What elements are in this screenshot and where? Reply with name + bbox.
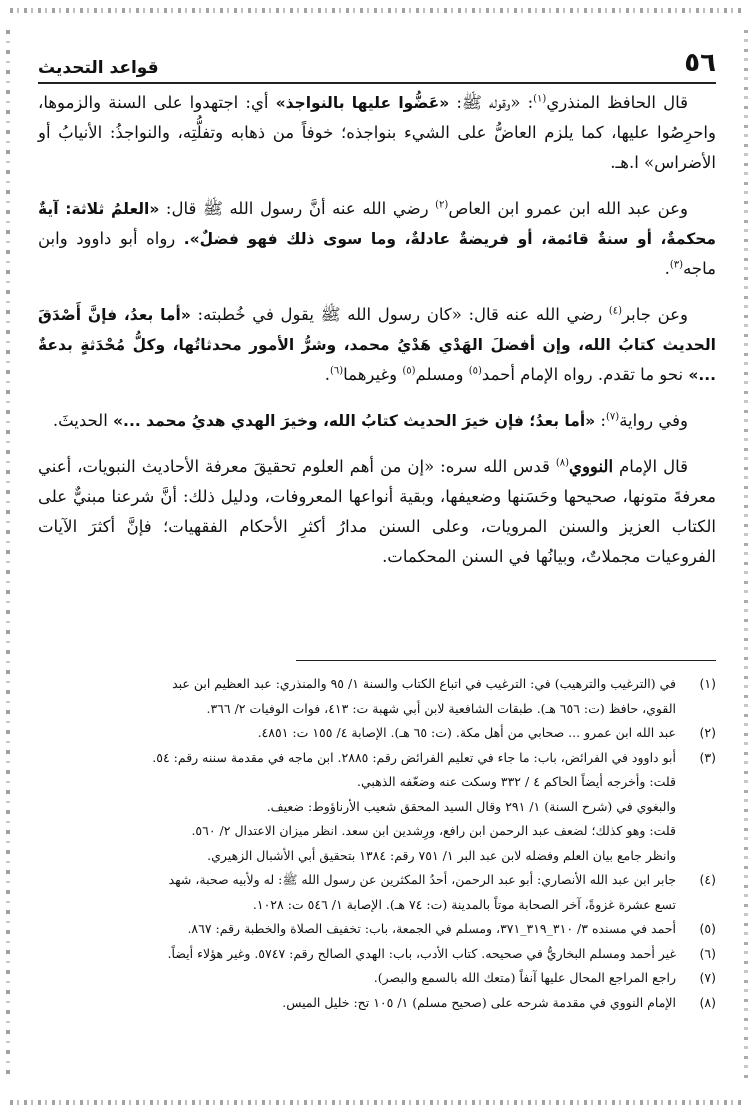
p3-text-e: وغيرهما bbox=[343, 365, 403, 384]
footnote-2 bbox=[38, 721, 716, 746]
p5-text-b: قدس الله سره: «إن من أهم العلوم تحقيقَ معرفة الأحاديث النبويات، أعني معرفةَ متونها، صحيحها وحَسَنها وضعيفها، وبقية أنواعها المعروفات، ودليل ذلك: أنَّ شرعنا مبنيٌّ على الكتاب العزيز والسنن المرويات، وعلى السنن مدارُ أكثرِ الأحكام الفقهيات؛ فإنَّ أكثرَ الآيات الفروعيات مجملاتٌ، وبيانُها في السنن المحكمات. bbox=[38, 457, 716, 566]
running-title: قواعد التحديث bbox=[38, 58, 159, 78]
footnote-ref-2: (٢) bbox=[435, 199, 449, 211]
scan-edge-top bbox=[10, 8, 744, 13]
footnote-ref-1: (١) bbox=[533, 93, 547, 105]
paragraph-2 bbox=[38, 194, 716, 284]
footnote-line: تسع عشرة غزوةً، آخر الصحابة موتاً بالمدينة (ت: ٧٤ هـ). الإصابة ١/ ٥٤٦ ت: ١٠٢٨. bbox=[252, 896, 676, 912]
paragraph-1 bbox=[38, 88, 716, 178]
footnote-line: والبغوي في (شرح السنة) ١/ ٢٩١ وقال السيد المحقق شعيب الأرناؤوط: ضعيف. bbox=[266, 798, 676, 814]
footnote-line: الإمام النووي في مقدمة شرحه على (صحيح مسلم) ١/ ١٠٥ تح: خليل الميس. bbox=[282, 994, 676, 1010]
page-number: ٥٦ bbox=[684, 48, 716, 78]
p4-text-c: الحديثَ. bbox=[52, 411, 114, 430]
scan-edge-left bbox=[6, 30, 10, 1081]
footnote-line: أحمد في مسنده ٣/ ٣١٠_٣١٩_٣٧١، ومسلم في الجمعة، باب: تخفيف الصلاة والخطبة رقم: ٨٦٧. bbox=[187, 921, 676, 936]
footnote-number: (٦) bbox=[699, 945, 716, 961]
footnote-3 bbox=[38, 746, 716, 869]
main-text bbox=[38, 88, 716, 588]
footnote-line: قلت: وأخرجه أيضاً الحاكم ٤ / ٣٣٢ وسكت عنه وضعّفه الذهبي. bbox=[357, 774, 676, 789]
footnote-divider bbox=[296, 660, 716, 661]
p3-text-f: . bbox=[324, 365, 330, 384]
footnote-number: (٢) bbox=[699, 725, 716, 740]
footnote-number: (١) bbox=[699, 676, 716, 691]
footnote-line: راجع المراجع المحال عليها آنفاً (متعك الله بالسمع والبصر). bbox=[373, 970, 676, 985]
p4-text-b: : bbox=[595, 411, 606, 430]
p1-text-b: : «وقوله ﷺ: bbox=[449, 93, 534, 112]
scan-edge-right bbox=[744, 30, 748, 1081]
footnote-8 bbox=[38, 991, 716, 1016]
footnote-1 bbox=[38, 672, 716, 721]
page-header bbox=[38, 44, 716, 84]
p3-text-c: نحو ما تقدم. رواه الإمام أحمد bbox=[481, 365, 689, 384]
p3-text-d: ومسلم bbox=[415, 365, 469, 384]
footnote-ref-8: (٨) bbox=[555, 457, 570, 469]
footnote-number: (٣) bbox=[699, 749, 716, 765]
footnote-6 bbox=[38, 942, 716, 967]
footnote-ref-3: (٣) bbox=[669, 259, 684, 271]
p5-text-a: قال الإمام bbox=[613, 457, 688, 476]
p1-text-a: قال الحافظ المنذري bbox=[546, 93, 688, 112]
footnote-line: جابر ابن عبد الله الأنصاري: أبو عبد الرحمن، أحدُ المكثرين عن رسول الله ﷺ: له ولأبيه صحبة، شهد bbox=[168, 872, 676, 887]
footnote-5 bbox=[38, 917, 716, 942]
p2-hadith: «العلمُ ثلاثة: آيةٌ محكمةٌ، أو سنةٌ قائمة، أو فريضةٌ عادلةٌ، وما سوى ذلك فهو فضلٌ». bbox=[38, 200, 717, 248]
p1-hadith: «عَضُّوا عليها بالنواجذ» bbox=[275, 94, 450, 112]
p1-text-c: أي: اجتهدوا على السنة والزموها، واحرِصُوا عليها، كما يلزم العاضُّ على الشيء بنواجذه؛ خوفاً من ذهابه وتفلُّتِه، والنواجذُ: الأنيابُ أو الأضراس» ا.هـ. bbox=[38, 93, 716, 172]
p4-hadith: «أما بعدُ؛ فإن خيرَ الحديث كتابُ الله، وخيرَ الهدي هديُ محمد ...» bbox=[113, 412, 596, 430]
footnote-ref-7: (٧) bbox=[606, 411, 620, 423]
paragraph-3 bbox=[38, 300, 716, 390]
footnote-number: (٧) bbox=[699, 970, 716, 985]
scan-edge-bottom bbox=[10, 1100, 744, 1105]
footnote-4 bbox=[38, 868, 716, 917]
p4-text-a: وفي رواية bbox=[619, 411, 688, 430]
p2-text-b: رضي الله عنه أنَّ رسول الله ﷺ قال: bbox=[159, 199, 436, 218]
p2-text-a: وعن عبد الله ابن عمرو ابن العاص bbox=[448, 199, 688, 218]
footnote-ref-6: (٦) bbox=[329, 365, 344, 377]
footnote-line: قلت: وهو كذلك؛ لضعف عبد الرحمن ابن رافع، ورِشدين ابن سعد. انظر ميزان الاعتدال ٢/ ٥٦٠. bbox=[191, 823, 676, 838]
footnote-line: غير أحمد ومسلم البخاريُّ في صحيحه. كتاب الأدب، باب: الهدي الصالح رقم: ٥٧٤٧. وغير هؤلاء أيضاً. bbox=[167, 945, 676, 961]
p5-name: النووي bbox=[569, 457, 614, 476]
footnote-line: القوي، حافظ (ت: ٦٥٦ هـ). طبقات الشافعية لابن أبي شهبة ت: ٤١٣، فوات الوفيات ٢/ ٣٦٦. bbox=[206, 700, 676, 716]
paragraph-4 bbox=[38, 406, 716, 436]
footnote-line: في (الترغيب والترهيب) في: الترغيب في اتباع الكتاب والسنة ١/ ٩٥ والمنذري: عبد العظيم ابن عبد bbox=[172, 676, 676, 691]
footnote-ref-4: (٤) bbox=[608, 305, 623, 317]
footnote-7 bbox=[38, 966, 716, 991]
p2-text-c: رواه أبو داوود وابن ماجه bbox=[38, 229, 716, 278]
p3-text-a: وعن جابر bbox=[622, 305, 688, 324]
footnote-number: (٨) bbox=[699, 994, 716, 1010]
p3-text-b: رضي الله عنه قال: «كان رسول الله ﷺ يقول في خُطبته: bbox=[190, 305, 609, 324]
p2-text-d: . bbox=[664, 259, 670, 278]
footnotes-section bbox=[38, 672, 716, 1015]
paragraph-5 bbox=[38, 452, 716, 572]
footnote-ref-5b: (٥) bbox=[402, 365, 416, 377]
footnote-number: (٥) bbox=[699, 921, 716, 936]
footnote-line: أبو داوود في الفرائض، باب: ما جاء في تعليم الفرائض رقم: ٢٨٨٥. ابن ماجه في مقدمة سننه رقم: ٥٤. bbox=[152, 749, 676, 765]
footnote-line: وانظر جامع بيان العلم وفضله لابن عبد البر ١/ ٧٥١ رقم: ١٣٨٤ بتحقيق أبي الأشبال الزهيري. bbox=[207, 847, 676, 863]
footnote-line: عبد الله ابن عمرو ... صحابي من أهل مكة. (ت: ٦٥ هـ). الإصابة ٤/ ١٥٥ ت: ٤٨٥١. bbox=[257, 725, 676, 740]
footnote-ref-5a: (٥) bbox=[468, 365, 482, 377]
p3-hadith: «أما بعدُ، فإنَّ أَصْدَقَ الحديث كتابُ الله، وإن أفضلَ الهَدْي هَدْيُ محمد، وشرُّ الأمور محدثاتُها، وكلُّ مُحْدَثةٍ بدعةٌ ...» bbox=[38, 306, 716, 384]
footnote-number: (٤) bbox=[699, 872, 716, 887]
